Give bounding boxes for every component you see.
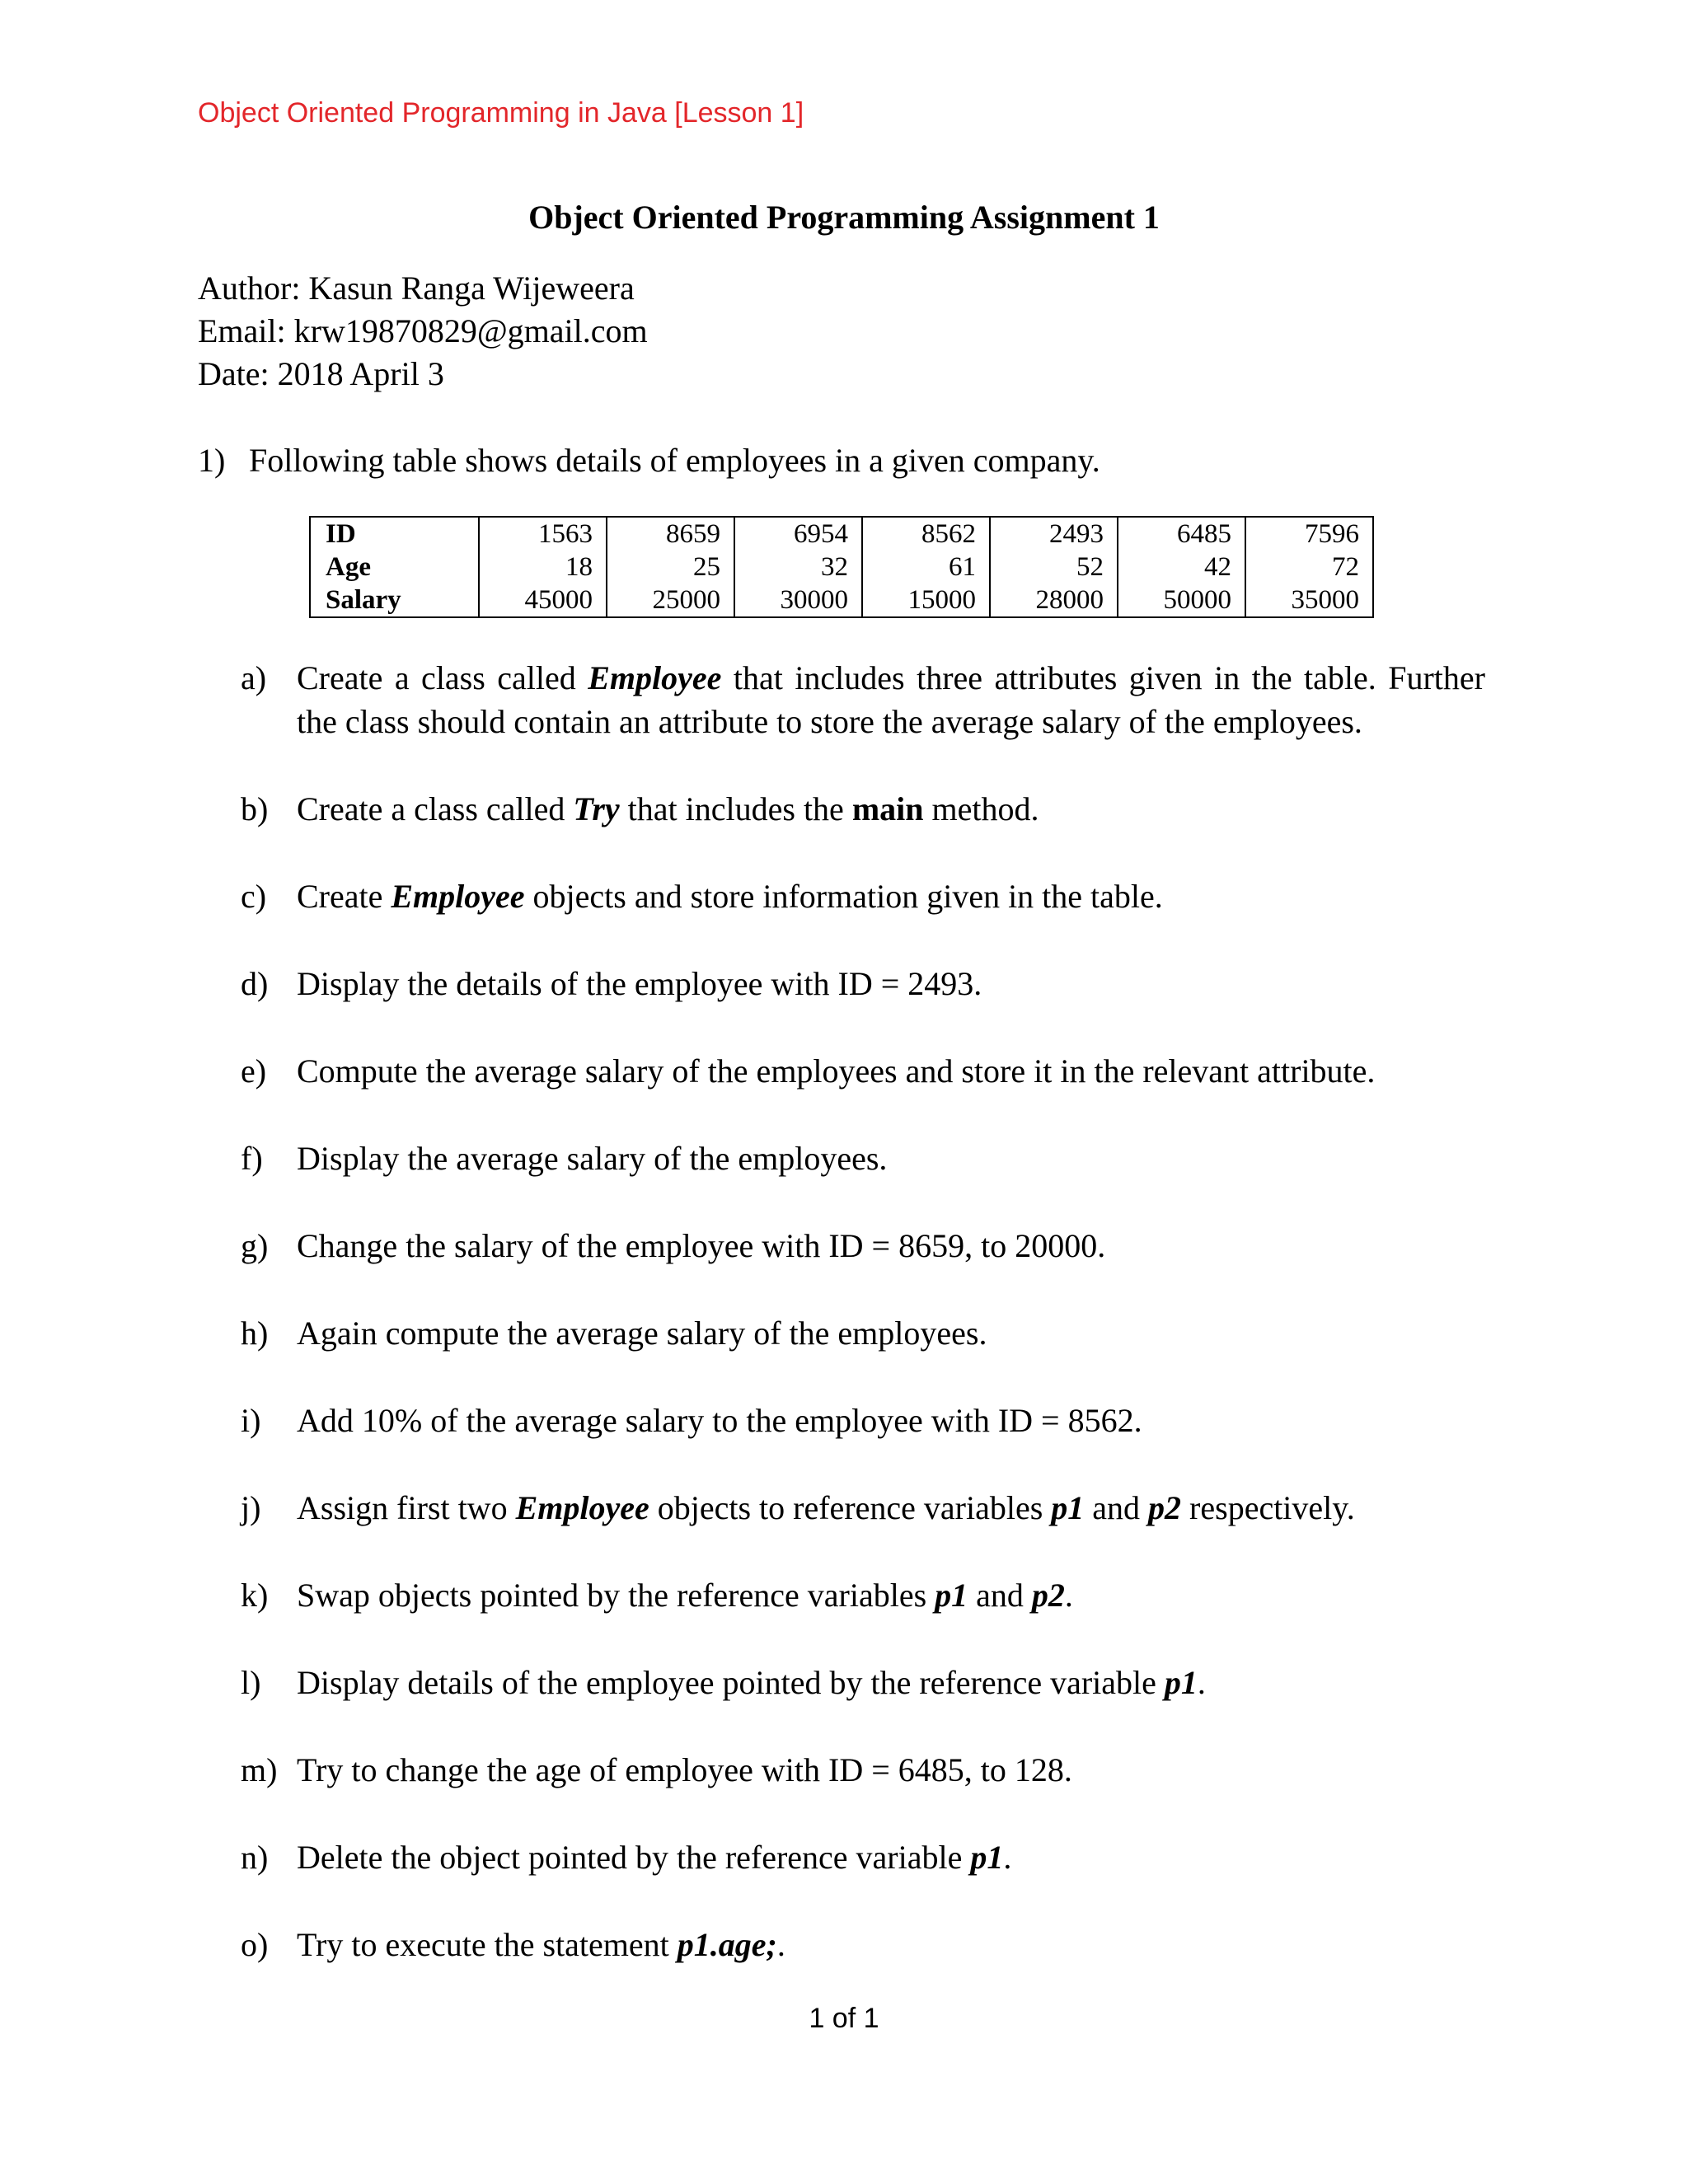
class-name-employee: Employee xyxy=(391,878,525,915)
method-name-main: main xyxy=(851,790,924,827)
table-cell: 50000 xyxy=(1118,583,1245,617)
task-text: Change the salary of the employee with ID = 8659, to 20000. xyxy=(297,1227,1106,1264)
variable-p1: p1 xyxy=(1051,1489,1085,1526)
table-cell: 72 xyxy=(1245,551,1373,583)
task-text: Swap objects pointed by the reference variables p1 and p2. xyxy=(297,1577,1073,1614)
task-letter: m) xyxy=(241,1751,278,1788)
task-letter: n) xyxy=(241,1839,269,1876)
task-text: Delete the object pointed by the reference variable p1. xyxy=(297,1839,1012,1876)
task-item-k xyxy=(241,1573,1485,1617)
task-letter: i) xyxy=(241,1402,261,1439)
table-cell: 6954 xyxy=(734,517,862,551)
table-cell: 35000 xyxy=(1245,583,1373,617)
task-letter: k) xyxy=(241,1577,269,1614)
task-letter: j) xyxy=(241,1489,261,1526)
table-cell: 45000 xyxy=(479,583,607,617)
task-letter: o) xyxy=(241,1926,269,1963)
table-cell: 18 xyxy=(479,551,607,583)
table-cell: 25000 xyxy=(607,583,734,617)
page-number: 1 of 1 xyxy=(809,2003,879,2034)
task-text: Create Employee objects and store information given in the table. xyxy=(297,878,1163,915)
task-item-i xyxy=(241,1399,1485,1442)
task-item-b xyxy=(241,787,1485,831)
task-letter: b) xyxy=(241,790,269,827)
task-letter: l) xyxy=(241,1664,261,1701)
task-letter: f) xyxy=(241,1140,263,1177)
table-cell: 32 xyxy=(734,551,862,583)
variable-p2: p2 xyxy=(1148,1489,1182,1526)
author-line: Author: Kasun Ranga Wijeweera xyxy=(198,269,635,307)
table-row-salary xyxy=(310,583,1373,617)
task-letter: h) xyxy=(241,1315,269,1352)
variable-p1: p1 xyxy=(970,1839,1004,1876)
task-letter: g) xyxy=(241,1227,269,1264)
table-cell: 25 xyxy=(607,551,734,583)
table-cell: 61 xyxy=(862,551,990,583)
lesson-header: Object Oriented Programming in Java [Lesson 1] xyxy=(198,97,804,129)
table-cell: 15000 xyxy=(862,583,990,617)
task-item-e xyxy=(241,1049,1485,1093)
question-1 xyxy=(198,441,1100,480)
task-text: Add 10% of the average salary to the employee with ID = 8562. xyxy=(297,1402,1142,1439)
task-text: Display the details of the employee with ID = 2493. xyxy=(297,965,982,1002)
class-name-employee: Employee xyxy=(515,1489,649,1526)
row-label: Salary xyxy=(310,583,479,617)
table-cell: 1563 xyxy=(479,517,607,551)
task-item-l xyxy=(241,1661,1485,1704)
task-letter: e) xyxy=(241,1052,267,1090)
table-cell: 52 xyxy=(990,551,1118,583)
task-item-f xyxy=(241,1137,1485,1180)
task-item-c xyxy=(241,874,1485,918)
table-cell: 8562 xyxy=(862,517,990,551)
table-cell: 2493 xyxy=(990,517,1118,551)
task-item-m xyxy=(241,1748,1485,1792)
table-cell: 7596 xyxy=(1245,517,1373,551)
class-name-try: Try xyxy=(573,790,620,827)
table-row-id xyxy=(310,517,1373,551)
author-info xyxy=(198,267,648,396)
email-line: Email: krw19870829@gmail.com xyxy=(198,312,648,349)
task-item-n xyxy=(241,1835,1485,1879)
variable-p1: p1 xyxy=(935,1577,968,1614)
task-list xyxy=(241,656,1485,2010)
task-text: Again compute the average salary of the employees. xyxy=(297,1315,987,1352)
task-text: Create a class called Employee that includes three attributes given in the table. Further the class should contain an attribute to store the average salary of the employees. xyxy=(297,659,1485,740)
variable-p1: p1 xyxy=(1164,1664,1198,1701)
table-cell: 42 xyxy=(1118,551,1245,583)
task-text: Display details of the employee pointed by the reference variable p1. xyxy=(297,1664,1206,1701)
task-item-h xyxy=(241,1311,1485,1355)
task-item-d xyxy=(241,962,1485,1005)
employee-table xyxy=(309,516,1374,618)
row-label: Age xyxy=(310,551,479,583)
task-item-j xyxy=(241,1486,1485,1530)
table-cell: 6485 xyxy=(1118,517,1245,551)
variable-p2: p2 xyxy=(1031,1577,1065,1614)
table-cell: 8659 xyxy=(607,517,734,551)
task-text: Compute the average salary of the employees and store it in the relevant attribute. xyxy=(297,1052,1376,1090)
task-letter: c) xyxy=(241,878,267,915)
table-row-age xyxy=(310,551,1373,583)
task-text: Assign first two Employee objects to reference variables p1 and p2 respectively. xyxy=(297,1489,1355,1526)
task-text: Display the average salary of the employees. xyxy=(297,1140,888,1177)
document-title: Object Oriented Programming Assignment 1 xyxy=(528,199,1160,236)
row-label: ID xyxy=(310,517,479,551)
task-item-a xyxy=(241,656,1485,743)
table-cell: 28000 xyxy=(990,583,1118,617)
question-text: Following table shows details of employees in a given company. xyxy=(249,442,1100,479)
task-letter: d) xyxy=(241,965,269,1002)
task-text: Try to execute the statement p1.age;. xyxy=(297,1926,785,1963)
task-text: Create a class called Try that includes the main method. xyxy=(297,790,1039,827)
question-number: 1) xyxy=(198,442,226,479)
class-name-employee: Employee xyxy=(588,659,722,696)
statement-p1-age: p1.age; xyxy=(677,1926,777,1963)
task-letter: a) xyxy=(241,659,267,696)
task-item-g xyxy=(241,1224,1485,1268)
date-line: Date: 2018 April 3 xyxy=(198,355,444,392)
task-text: Try to change the age of employee with ID = 6485, to 128. xyxy=(297,1751,1072,1788)
table-cell: 30000 xyxy=(734,583,862,617)
task-item-o xyxy=(241,1923,1485,1966)
